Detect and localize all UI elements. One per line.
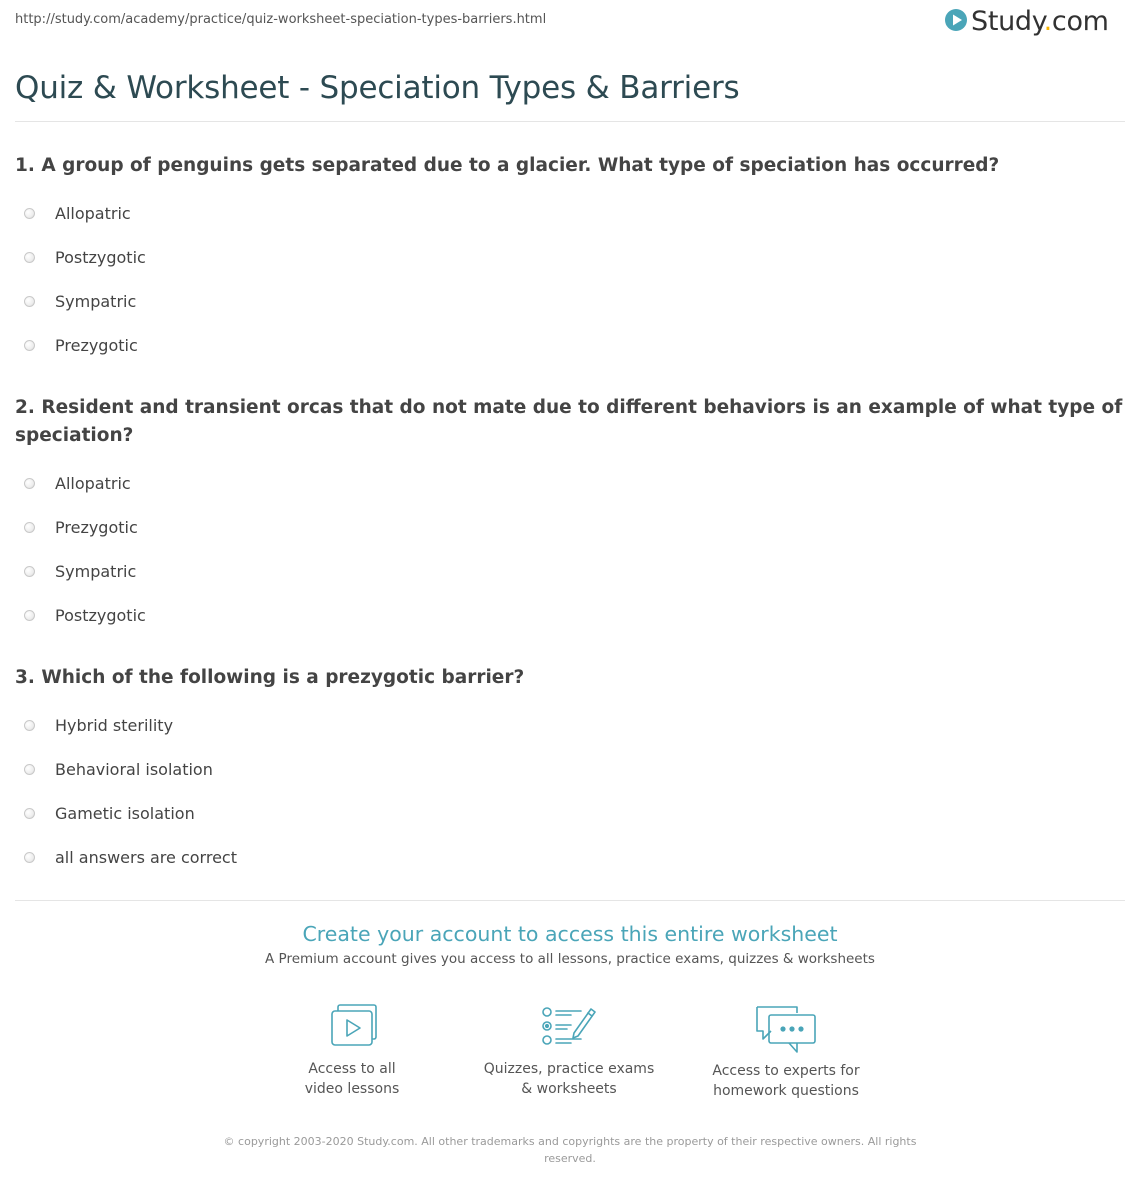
radio-button[interactable] <box>24 252 35 263</box>
play-circle-icon <box>944 8 968 36</box>
answer-options <box>15 703 1125 879</box>
answer-label: Hybrid sterility <box>55 715 174 735</box>
answer-option[interactable] <box>15 593 1125 637</box>
radio-button[interactable] <box>24 478 35 489</box>
answer-options <box>15 191 1125 367</box>
question-3 <box>15 664 1125 879</box>
radio-button[interactable] <box>24 208 35 219</box>
answer-label: Prezygotic <box>55 335 138 355</box>
answer-option[interactable] <box>15 835 1125 879</box>
radio-button[interactable] <box>24 808 35 819</box>
quiz-checklist-icon <box>469 1003 669 1049</box>
answer-label: Sympatric <box>55 561 137 581</box>
answer-label: all answers are correct <box>55 847 237 867</box>
answer-option[interactable] <box>15 505 1125 549</box>
answer-options <box>15 461 1125 637</box>
page-title: Quiz & Worksheet - Speciation Types & Barriers <box>15 70 740 106</box>
answer-option[interactable] <box>15 791 1125 835</box>
question-2 <box>15 394 1125 637</box>
answer-label: Sympatric <box>55 291 137 311</box>
expert-chat-icon <box>686 1003 886 1055</box>
answer-label: Postzygotic <box>55 605 146 625</box>
radio-button[interactable] <box>24 764 35 775</box>
answer-label: Allopatric <box>55 473 131 493</box>
copyright-notice: © copyright 2003-2020 Study.com. All other trademarks and copyrights are the property of their respective owners. All rights reserved. <box>223 1135 917 1165</box>
question-text: 1. A group of penguins gets separated due to a glacier. What type of speciation has occurred? <box>15 155 1000 176</box>
answer-label: Postzygotic <box>55 247 146 267</box>
answer-option[interactable] <box>15 323 1125 367</box>
feature-video-lessons <box>252 1003 452 1099</box>
cta-title-link[interactable]: Create your account to access this entire worksheet <box>302 922 838 946</box>
feature-label: Quizzes, practice exams & worksheets <box>483 1061 655 1097</box>
radio-button[interactable] <box>24 296 35 307</box>
answer-option[interactable] <box>15 703 1125 747</box>
cta-divider <box>15 900 1125 901</box>
signup-cta <box>0 922 1140 967</box>
answer-option[interactable] <box>15 461 1125 505</box>
answer-label: Allopatric <box>55 203 131 223</box>
study-logo[interactable] <box>944 6 1109 37</box>
radio-button[interactable] <box>24 720 35 731</box>
radio-button[interactable] <box>24 610 35 621</box>
question-list <box>15 152 1125 906</box>
feature-experts <box>686 1003 886 1101</box>
answer-option[interactable] <box>15 549 1125 593</box>
answer-option[interactable] <box>15 279 1125 323</box>
answer-label: Behavioral isolation <box>55 759 213 779</box>
question-text: 3. Which of the following is a prezygotic barrier? <box>15 667 525 688</box>
question-text: 2. Resident and transient orcas that do not mate due to different behaviors is an example of what type of speciation? <box>15 397 1123 446</box>
answer-option[interactable] <box>15 191 1125 235</box>
feature-quizzes <box>469 1003 669 1099</box>
question-1 <box>15 152 1125 367</box>
logo-wordmark: Study.com <box>971 6 1109 37</box>
answer-label: Gametic isolation <box>55 803 195 823</box>
answer-option[interactable] <box>15 235 1125 279</box>
radio-button[interactable] <box>24 340 35 351</box>
answer-label: Prezygotic <box>55 517 138 537</box>
page-url: http://study.com/academy/practice/quiz-worksheet-speciation-types-barriers.html <box>15 12 547 27</box>
feature-label: Access to experts for homework questions <box>712 1063 860 1099</box>
radio-button[interactable] <box>24 852 35 863</box>
video-lessons-icon <box>252 1003 452 1049</box>
cta-subtitle: A Premium account gives you access to all lessons, practice exams, quizzes & worksheets <box>265 951 875 967</box>
radio-button[interactable] <box>24 566 35 577</box>
title-divider <box>15 121 1125 122</box>
feature-label: Access to all video lessons <box>304 1061 400 1097</box>
radio-button[interactable] <box>24 522 35 533</box>
answer-option[interactable] <box>15 747 1125 791</box>
